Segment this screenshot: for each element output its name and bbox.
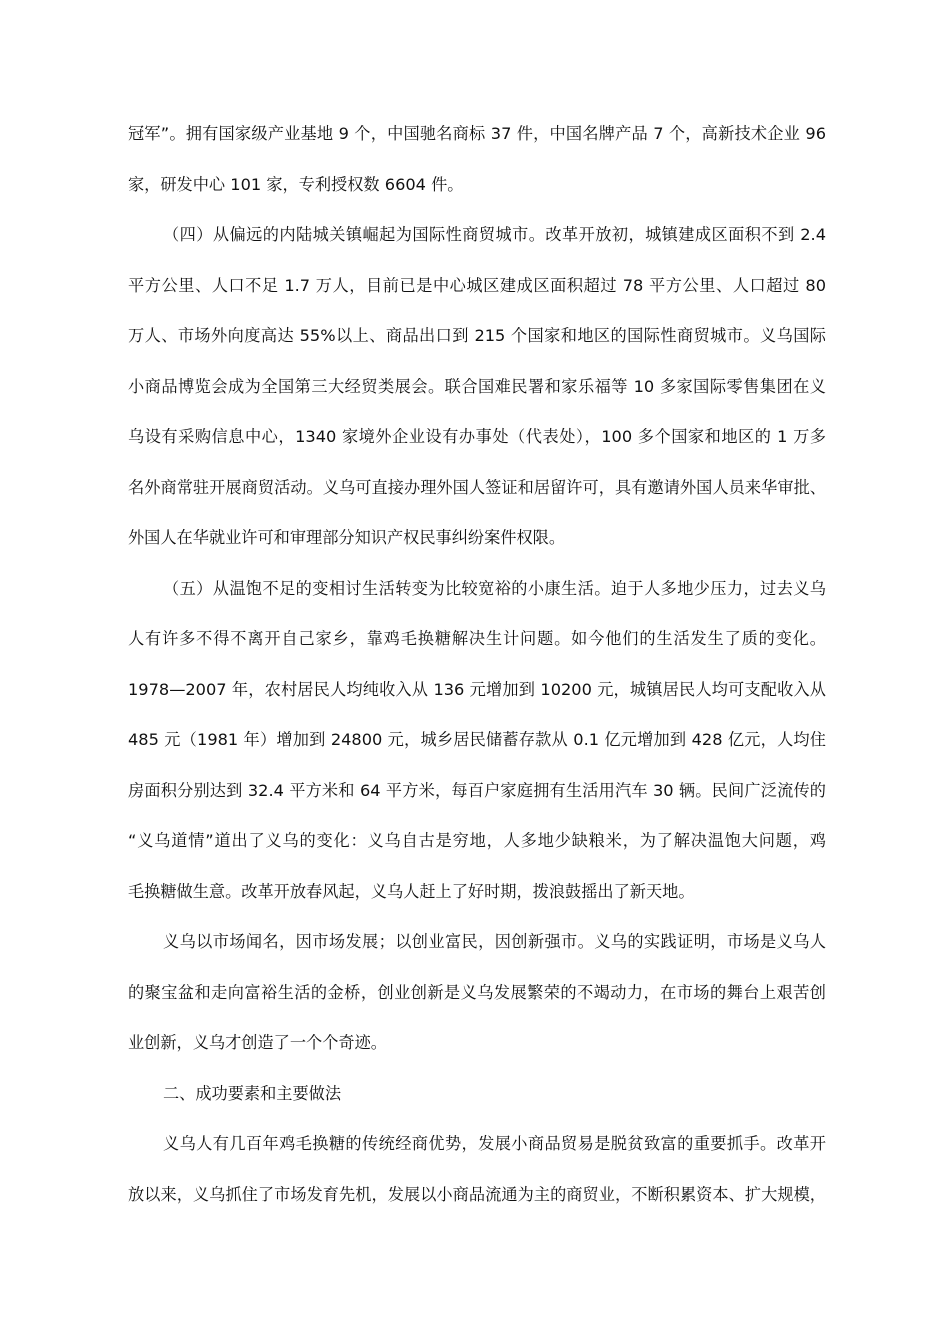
- text-line: 房面积分别达到 32.4 平方米和 64 平方米，每百户家庭拥有生活用汽车 30 辆。民间广泛流传的: [128, 780, 826, 800]
- text-line: 人有许多不得不离开自己家乡，靠鸡毛换糖解决生计问题。如今他们的生活发生了质的变化。: [128, 629, 826, 648]
- text-line: 业创新，义乌才创造了一个个奇迹。: [128, 1033, 387, 1052]
- text-line: 平方公里、人口不足 1.7 万人，目前已是中心城区建成区面积超过 78 平方公里、人口超过 80: [128, 275, 826, 295]
- text-line: 二、成功要素和主要做法: [163, 1083, 342, 1103]
- text-line: 乌设有采购信息中心，1340 家境外企业设有办事处（代表处），100 多个国家和地区的 1 万多: [128, 427, 826, 446]
- text-line: （五）从温饱不足的变相讨生活转变为比较宽裕的小康生活。迫于人多地少压力，过去义乌: [163, 578, 826, 598]
- text-line: “义乌道情”道出了义乌的变化：义乌自古是穷地，人多地少缺粮米，为了解决温饱大问题，鸡: [128, 831, 826, 850]
- text-line: 1978—2007 年，农村居民人均纯收入从 136 元增加到 10200 元，城镇居民人均可支配收入从: [128, 679, 826, 699]
- text-line: 义乌以市场闻名，因市场发展；以创业富民，因创新强市。义乌的实践证明，市场是义乌人: [163, 932, 826, 951]
- text-line: 放以来，义乌抓住了市场发育先机，发展以小商品流通为主的商贸业，不断积累资本、扩大规模，: [128, 1184, 826, 1204]
- text-line: 外国人在华就业许可和审理部分知识产权民事纠纷案件权限。: [128, 528, 566, 547]
- text-line: 义乌人有几百年鸡毛换糖的传统经商优势，发展小商品贸易是脱贫致富的重要抓手。改革开: [163, 1134, 826, 1153]
- text-line: 485 元（1981 年）增加到 24800 元，城乡居民储蓄存款从 0.1 亿元增加到 428 亿元，人均住: [128, 730, 826, 749]
- text-line: （四）从偏远的内陆城关镇崛起为国际性商贸城市。改革开放初，城镇建成区面积不到 2.4: [163, 225, 826, 244]
- text-line: 毛换糖做生意。改革开放春风起，义乌人赶上了好时期，拨浪鼓摇出了新天地。: [128, 881, 695, 901]
- text-line: 小商品博览会成为全国第三大经贸类展会。联合国难民署和家乐福等 10 多家国际零售集团在义: [128, 376, 826, 396]
- body-text: [128, 109, 826, 1220]
- text-line: 名外商常驻开展商贸活动。义乌可直接办理外国人签证和居留许可，具有邀请外国人员来华审批、: [128, 477, 826, 497]
- text-line: 的聚宝盆和走向富裕生活的金桥，创业创新是义乌发展繁荣的不竭动力，在市场的舞台上艰苦创: [128, 982, 826, 1002]
- text-line: 家，研发中心 101 家，专利授权数 6604 件。: [128, 174, 464, 194]
- text-line: 万人、市场外向度高达 55%以上、商品出口到 215 个国家和地区的国际性商贸城市。义乌国际: [128, 326, 826, 345]
- text-line: 冠军”。拥有国家级产业基地 9 个，中国驰名商标 37 件，中国名牌产品 7 个，高新技术企业 96: [128, 124, 826, 143]
